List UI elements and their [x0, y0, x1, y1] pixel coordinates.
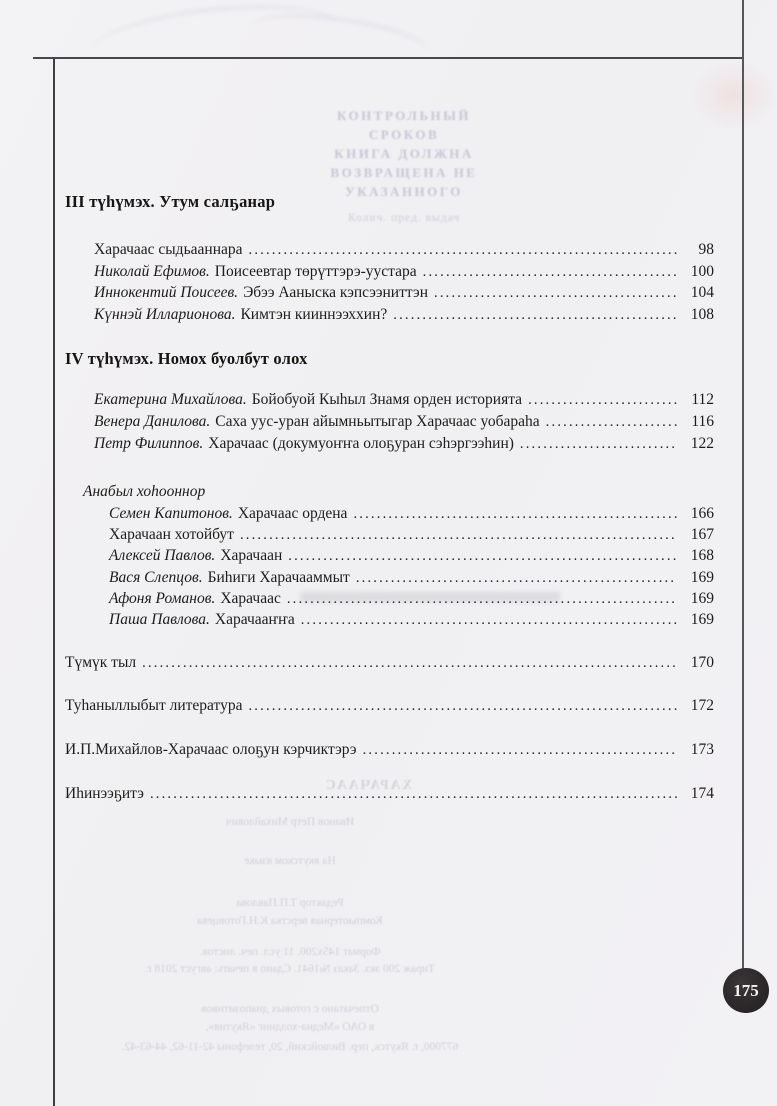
leader-dots: [142, 655, 677, 672]
entry-page-number: 100: [690, 263, 714, 280]
ghost-colophon-line: в ОАО «Медиа-холдинг «Якутия»,: [205, 1021, 375, 1033]
entry-title: Эбээ Ааныска кэпсээниттэн: [243, 284, 428, 301]
entry-author: Афоня Романов.: [109, 590, 216, 607]
ghost-stamp-line: СРОКОВ: [368, 127, 440, 142]
entry-author: Иннокентий Поисеев.: [94, 284, 239, 301]
entry-author: Венера Данилова.: [94, 413, 211, 430]
leader-dots: [353, 506, 677, 523]
entry-author: Николай Ефимов.: [94, 263, 210, 280]
toc-row: [109, 547, 714, 565]
entry-page-number: 168: [690, 547, 714, 564]
leader-dots: [240, 527, 677, 544]
entry-title: Харачаас сыдьааннара: [94, 241, 243, 258]
scan-tint: [690, 60, 777, 130]
toc-row: [109, 526, 714, 544]
entry-page-number: 174: [690, 785, 714, 802]
entry-page-number: 169: [690, 590, 714, 607]
entry-title: Харачаас: [220, 590, 281, 607]
entry-page-number: 170: [690, 654, 714, 671]
leader-dots: [520, 436, 677, 453]
entry-page-number: 116: [691, 413, 714, 430]
entry-page-number: 173: [690, 741, 714, 758]
ghost-stamp-line: ВОЗВРАЩЕНА НЕ: [330, 165, 478, 180]
leader-dots: [393, 307, 677, 324]
ghost-showthrough-streak: [300, 592, 560, 602]
leader-dots: [248, 698, 677, 715]
leader-dots: [528, 392, 677, 409]
entry-page-number: 172: [690, 697, 714, 714]
ghost-book-title: ХАРАЧААС: [323, 777, 413, 792]
entry-title: Харачаас (докумуоҥҥа олоҕуран сэһэргээһин): [208, 435, 514, 452]
entry-title: Харачааҥҥа: [214, 611, 295, 628]
ghost-stamp-line: КНИГА ДОЛЖНА: [334, 146, 474, 161]
toc-row: [94, 284, 714, 302]
entry-author: Алексей Павлов.: [109, 547, 216, 564]
entry-title: Кимтэн кииннээххин?: [240, 306, 388, 323]
entry-title: Харачаан: [220, 547, 283, 564]
subsection-heading: Анабыл хоһооннор: [83, 483, 206, 500]
toc-row: [94, 413, 714, 431]
toc-row: [94, 306, 714, 324]
entry-author: Семен Капитонов.: [109, 505, 233, 522]
entry-author: Паша Павлова.: [109, 611, 210, 628]
section-heading-4: IV түһүмэх. Номох буолбут олох: [65, 349, 308, 368]
ghost-library-stamp: [289, 106, 519, 228]
leader-dots: [423, 264, 677, 281]
toc-row: [65, 697, 714, 715]
entry-author: Вася Слепцов.: [109, 569, 203, 586]
entry-title: Иһинээҕитэ: [65, 785, 144, 802]
toc-row: [94, 241, 714, 259]
leader-dots: [249, 242, 678, 259]
leader-dots: [356, 570, 677, 587]
ghost-stamp-line: УКАЗАННОГО: [345, 184, 463, 199]
toc-row: [94, 391, 714, 409]
entry-title: Саха уус-уран айымньытыгар Харачаас уобараһа: [215, 413, 540, 430]
entry-author: Екатерина Михайлова.: [94, 391, 247, 408]
entry-author: Петр Филиппов.: [94, 435, 204, 452]
entry-page-number: 108: [690, 306, 714, 323]
toc-row: [94, 435, 714, 453]
entry-title: Харачаан хотойбут: [109, 526, 234, 543]
ghost-stamp-line: КОНТРОЛЬНЫЙ: [336, 108, 472, 123]
entry-page-number: 112: [691, 391, 714, 408]
entry-page-number: 122: [690, 435, 714, 452]
entry-title: Түмүк тыл: [65, 654, 137, 671]
leader-dots: [288, 548, 677, 565]
toc-row: [109, 569, 714, 587]
leader-dots: [546, 414, 677, 431]
entry-title: Бойобуой Кыһыл Знамя орден историята: [251, 391, 523, 408]
ghost-colophon-line: Формат 145х200. 11 усл. печ. листов.: [199, 946, 381, 958]
ghost-colophon-line: 677000, г. Якутск, пер. Вилюйский, 20, телефоны 42-11-62, 44-63-42.: [121, 1041, 459, 1053]
toc-row: [109, 505, 714, 523]
ghost-colophon-line: Тираж 200 экз. Заказ №1641. Сдано в печать: август 2018 г.: [145, 963, 435, 975]
ghost-colophon-line: Компьютерная верстка К.Н.Готовцева: [197, 915, 383, 927]
right-rule: [742, 0, 744, 969]
ghost-colophon-line: Отпечатано с готовых диапозитивов: [201, 1003, 379, 1015]
entry-title: Поисеевтар төрүттэрэ-уустара: [214, 263, 417, 280]
top-rule: [33, 57, 742, 59]
toc-row: [94, 263, 714, 281]
entry-title: Харачаас ордена: [237, 505, 348, 522]
toc-row: [65, 741, 714, 759]
entry-page-number: 169: [690, 569, 714, 586]
entry-title: Биһиги Харачааммыт: [207, 569, 350, 586]
entry-title: И.П.Михайлов-Харачаас олоҕун кэрчиктэрэ: [65, 741, 357, 758]
entry-page-number: 98: [698, 241, 714, 258]
entry-page-number: 167: [690, 526, 714, 543]
entry-author: Күннэй Илларионова.: [94, 306, 236, 323]
leader-dots: [301, 612, 677, 629]
section-heading-3: III түһүмэх. Утум салҕанар: [65, 192, 276, 211]
entry-page-number: 104: [690, 284, 714, 301]
leader-dots: [434, 285, 677, 302]
toc-row: [109, 611, 714, 629]
scan-smudge: [248, 6, 432, 74]
ghost-colophon-line: Редактор Т.П.Павлова: [236, 897, 344, 909]
ghost-colophon-line: На якутском языке: [244, 855, 336, 867]
toc-row: [65, 654, 714, 672]
ghost-stamp-footer: Колич. пред. выдач: [347, 212, 461, 224]
leader-dots: [363, 742, 677, 759]
entry-page-number: 166: [690, 505, 714, 522]
ghost-colophon-line: Иванов Петр Михайлович: [225, 816, 355, 828]
page-number-badge: 175: [723, 968, 769, 1013]
entry-title: Туһаныллыбыт литература: [65, 697, 243, 714]
entry-page-number: 169: [690, 611, 714, 628]
